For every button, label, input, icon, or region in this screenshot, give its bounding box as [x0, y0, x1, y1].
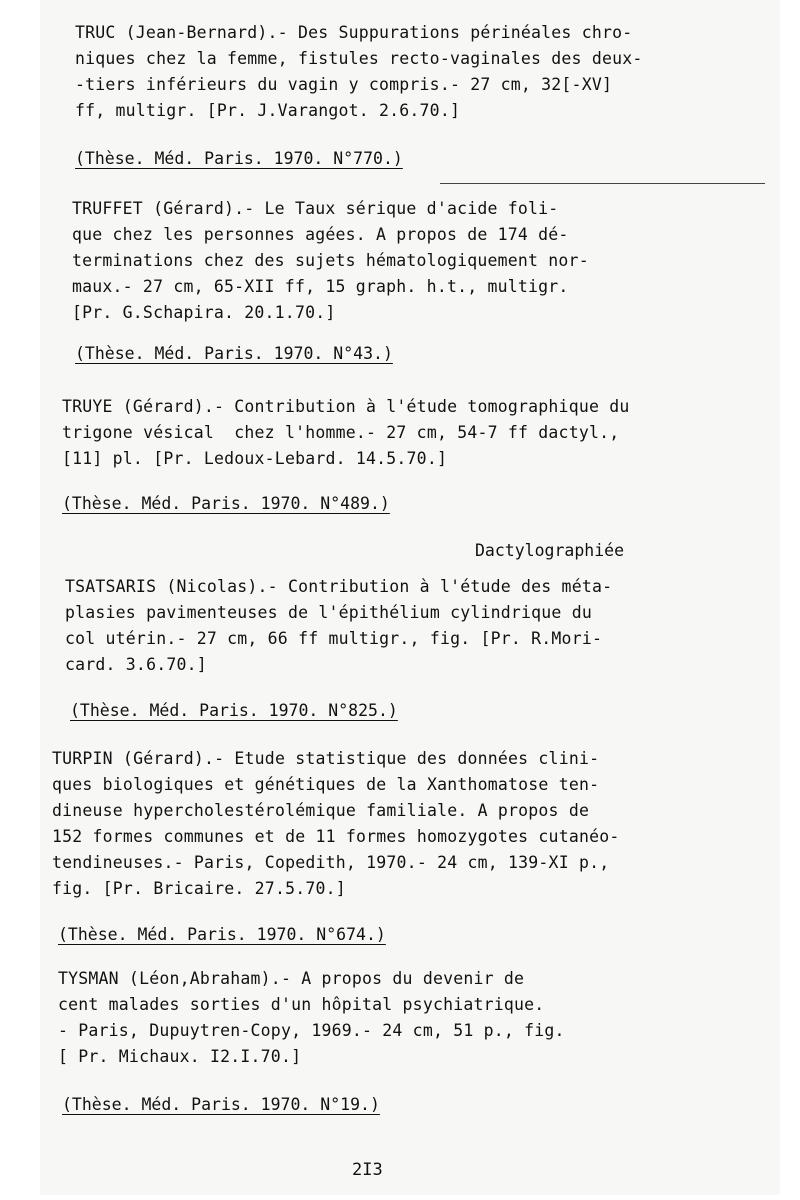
entry-line: 152 formes communes et de 11 formes homozygotes cutanéo- — [52, 827, 620, 846]
thesis-reference: (Thèse. Méd. Paris. 1970. N°489.) — [62, 494, 390, 513]
thesis-reference: (Thèse. Méd. Paris. 1970. N°674.) — [58, 925, 386, 944]
entry-line: col utérin.- 27 cm, 66 ff multigr., fig. [Pr. R.Mori- — [65, 629, 603, 648]
entry-line: plasies pavimenteuses de l'épithélium cylindrique du — [65, 603, 592, 622]
entry-line: card. 3.6.70.] — [65, 655, 207, 674]
entry-line: TURPIN (Gérard).- Etude statistique des données clini- — [52, 749, 600, 768]
entry-line: maux.- 27 cm, 65-XII ff, 15 graph. h.t., multigr. — [72, 277, 569, 296]
entry-line: ques biologiques et génétiques de la Xanthomatose ten- — [52, 775, 600, 794]
entry-line: ff, multigr. [Pr. J.Varangot. 2.6.70.] — [75, 101, 461, 120]
entry-line: fig. [Pr. Bricaire. 27.5.70.] — [52, 879, 346, 898]
entry-line: dineuse hypercholestérolémique familiale. A propos de — [52, 801, 590, 820]
entry-line: terminations chez des sujets hématologiquement nor- — [72, 251, 589, 270]
entry-line: [ Pr. Michaux. I2.I.70.] — [58, 1047, 302, 1066]
entry-line: TRUFFET (Gérard).- Le Taux sérique d'acide foli- — [72, 199, 559, 218]
entry-line: TRUYE (Gérard).- Contribution à l'étude tomographique du — [62, 397, 630, 416]
entry-line: cent malades sorties d'un hôpital psychiatrique. — [58, 995, 545, 1014]
thesis-reference: (Thèse. Méd. Paris. 1970. N°43.) — [75, 344, 393, 363]
entry-line: que chez les personnes agées. A propos de 174 dé- — [72, 225, 569, 244]
thesis-reference: (Thèse. Méd. Paris. 1970. N°770.) — [75, 149, 403, 168]
page-background — [40, 0, 780, 1195]
entry-line: [11] pl. [Pr. Ledoux-Lebard. 14.5.70.] — [62, 449, 448, 468]
thesis-reference: (Thèse. Méd. Paris. 1970. N°19.) — [62, 1095, 380, 1114]
entry-line: - Paris, Dupuytren-Copy, 1969.- 24 cm, 51 p., fig. — [58, 1021, 565, 1040]
page-number: 2I3 — [352, 1160, 383, 1180]
entry-line: [Pr. G.Schapira. 20.1.70.] — [72, 303, 336, 322]
entry-line: trigone vésical chez l'homme.- 27 cm, 54-7 ff dactyl., — [62, 423, 620, 442]
entry-line: tendineuses.- Paris, Copedith, 1970.- 24 cm, 139-XI p., — [52, 853, 610, 872]
entry-line: niques chez la femme, fistules recto-vaginales des deux- — [75, 49, 643, 68]
entry-line: TYSMAN (Léon,Abraham).- A propos du devenir de — [58, 969, 525, 988]
typescript-annotation: Dactylographiée — [475, 541, 625, 560]
entry-line: TSATSARIS (Nicolas).- Contribution à l'étude des méta- — [65, 577, 613, 596]
separator-rule — [440, 183, 765, 184]
thesis-reference: (Thèse. Méd. Paris. 1970. N°825.) — [70, 701, 398, 720]
entry-line: TRUC (Jean-Bernard).- Des Suppurations périnéales chro- — [75, 23, 633, 42]
entry-line: -tiers inférieurs du vagin y compris.- 27 cm, 32[-XV] — [75, 75, 613, 94]
